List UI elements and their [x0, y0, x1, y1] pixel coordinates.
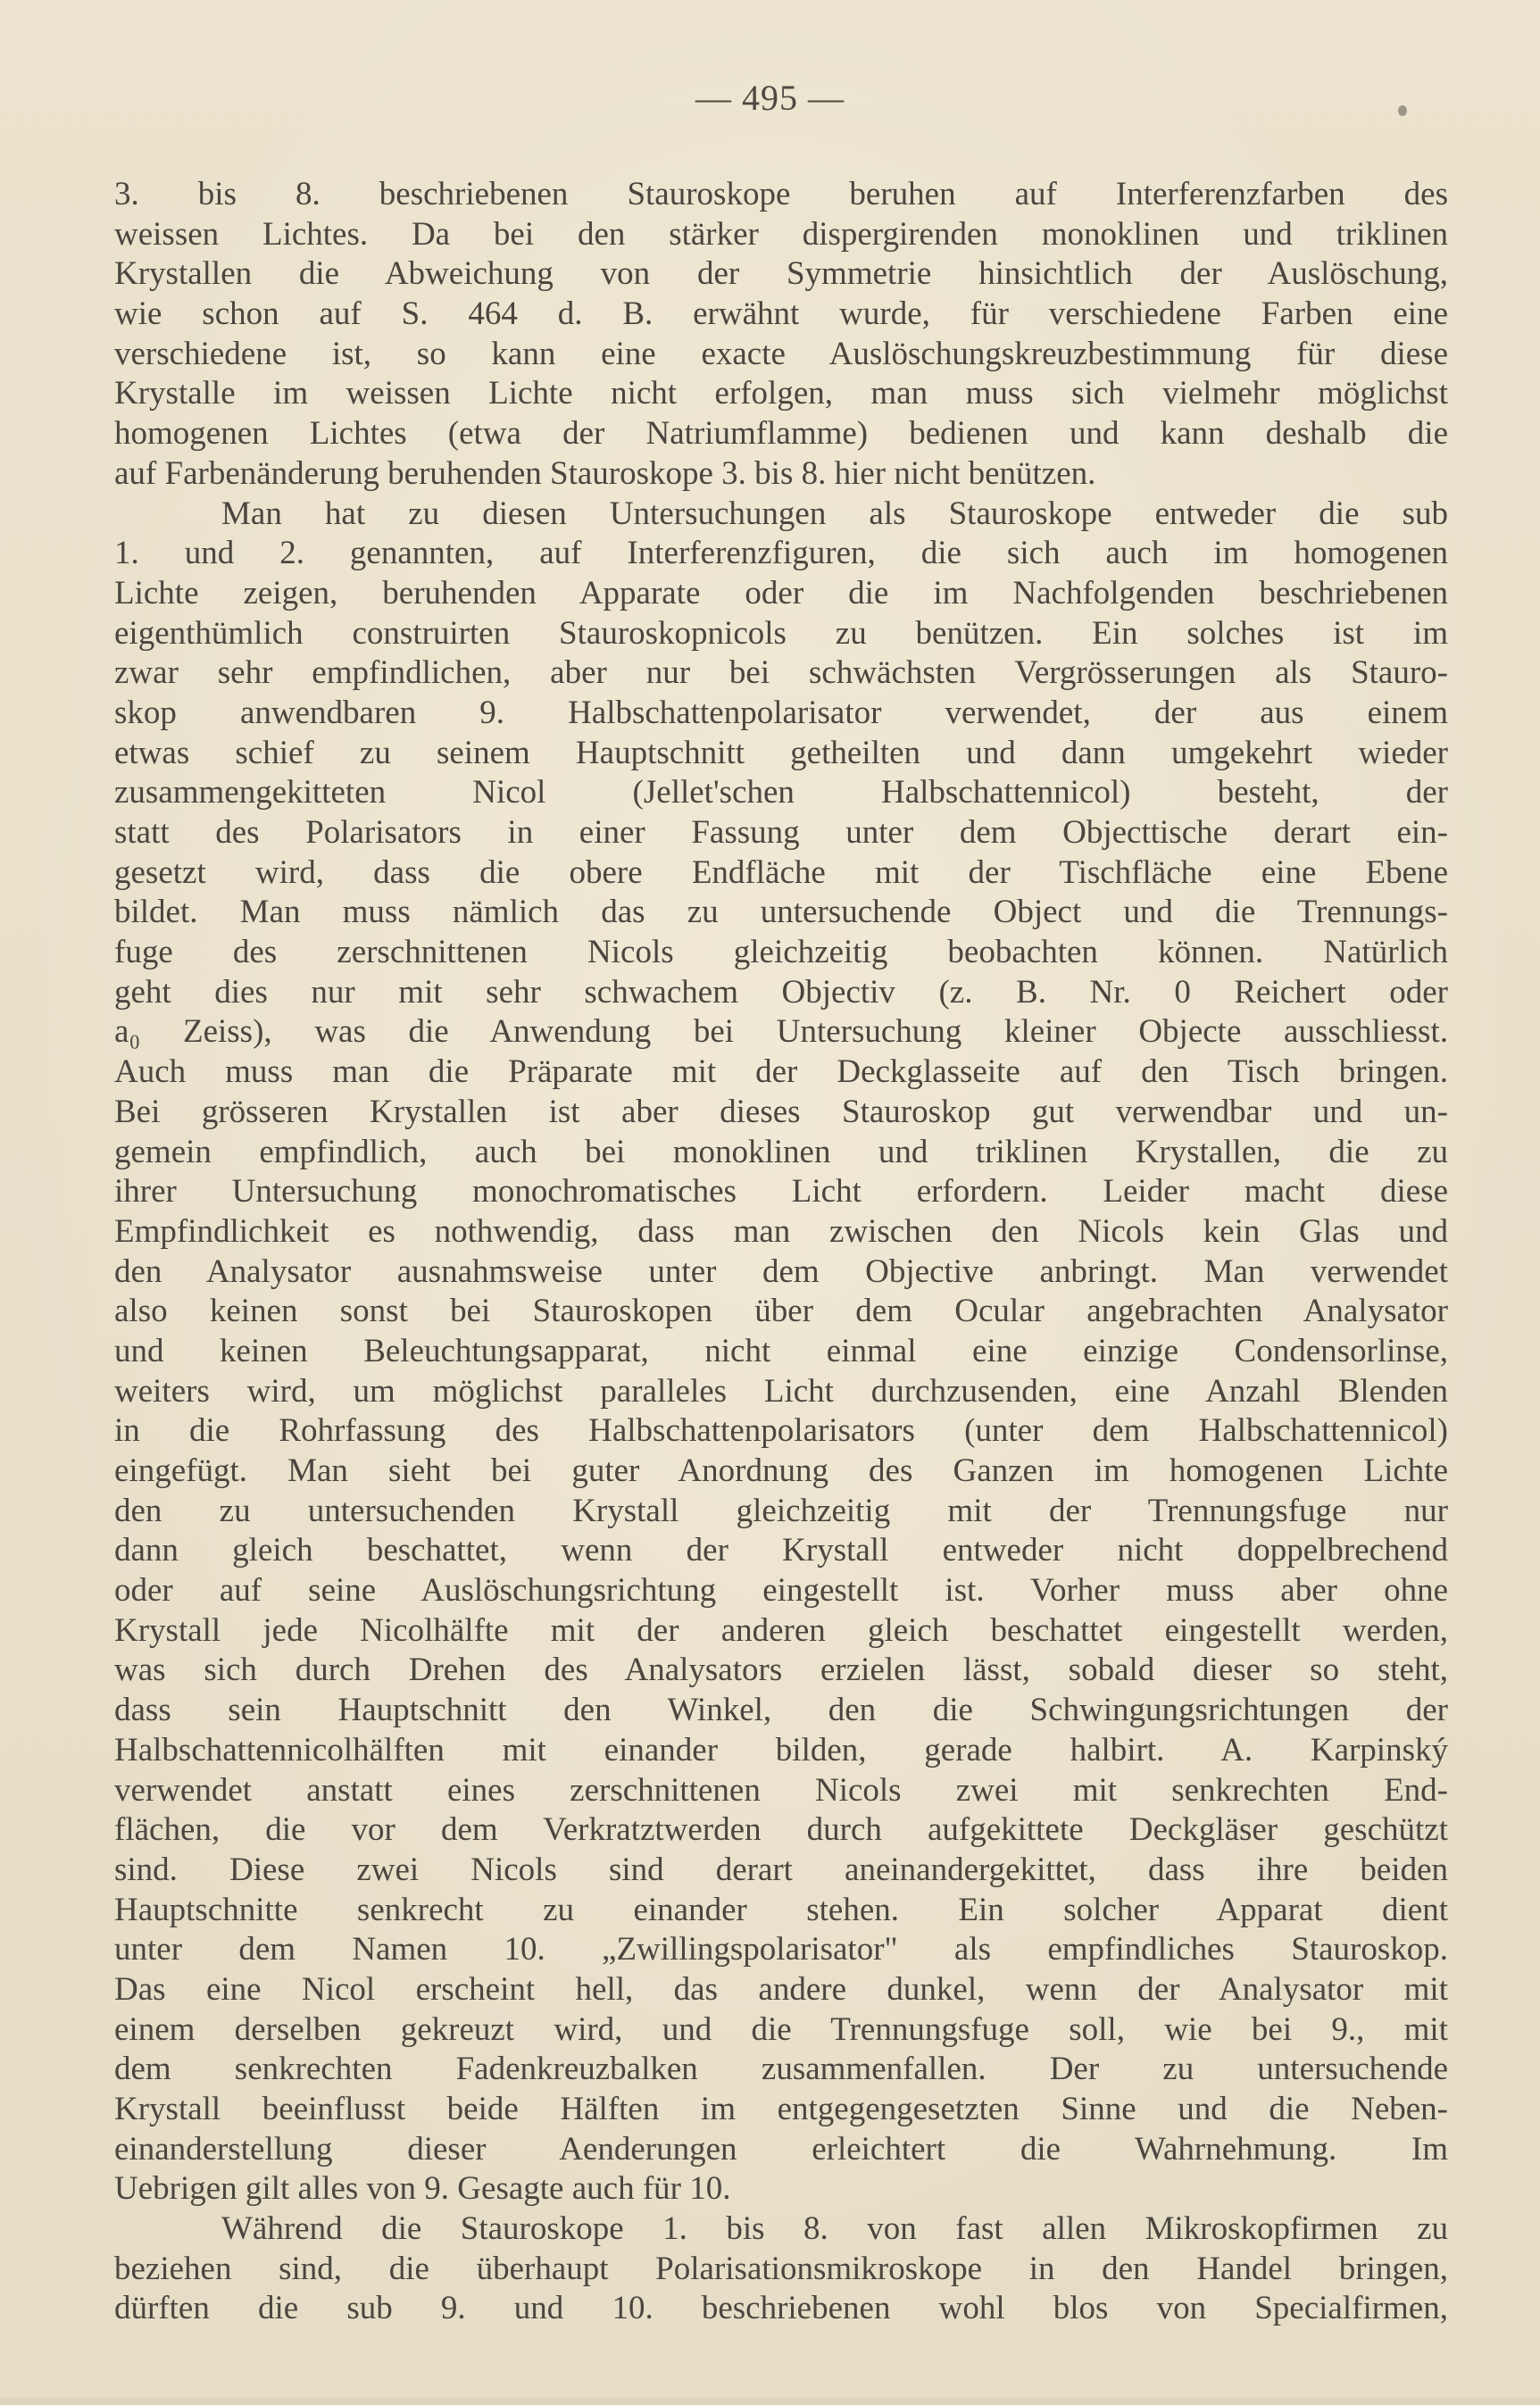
text-line: den zu untersuchenden Krystall gleichzeitig mit der Trennungsfuge nur [114, 1492, 1448, 1529]
text-line: zusammengekitteten Nicol (Jellet'schen Halbschattennicol) besteht, der [114, 774, 1448, 811]
text-line: Krystalle im weissen Lichte nicht erfolgen, man muss sich vielmehr möglichst [114, 375, 1448, 412]
text-line: weissen Lichtes. Da bei den stärker dispergirenden monoklinen und triklinen [114, 215, 1448, 253]
text-line: dem senkrechten Fadenkreuzbalken zusammenfallen. Der zu untersuchende [114, 2051, 1448, 2088]
text-line: etwas schief zu seinem Hauptschnitt getheilten und dann umgekehrt wieder [114, 734, 1448, 771]
text-line: wie schon auf S. 464 d. B. erwähnt wurde, für verschiedene Farben eine [114, 295, 1448, 333]
text-line: einanderstellung dieser Aenderungen erleichtert die Wahrnehmung. Im [114, 2130, 1448, 2168]
text-line: beziehen sind, die überhaupt Polarisationsmikroskope in den Handel bringen, [114, 2250, 1448, 2287]
text-line: Halbschattennicolhälften mit einander bilden, gerade halbirt. A. Karpinský [114, 1731, 1448, 1768]
text-line: dann gleich beschattet, wenn der Krystall entweder nicht doppelbrechend [114, 1532, 1448, 1569]
text-line: geht dies nur mit sehr schwachem Objectiv (z. B. Nr. 0 Reichert oder [114, 973, 1448, 1011]
text-line: verschiedene ist, so kann eine exacte Auslöschungskreuzbestimmung für diese [114, 335, 1448, 372]
text-line: 3. bis 8. beschriebenen Stauroskope beruhen auf Interferenzfarben des [114, 176, 1448, 212]
text-line: Empfindlichkeit es nothwendig, dass man zwischen den Nicols kein Glas und [114, 1212, 1448, 1250]
text-line: auf Farbenänderung beruhenden Stauroskope 3. bis 8. hier nicht benützen. [114, 454, 1096, 492]
text-line: gesetzt wird, dass die obere Endfläche mit der Tischfläche eine Ebene [114, 853, 1448, 891]
body-text [114, 175, 1448, 2329]
text-line: Bei grösseren Krystallen ist aber dieses Stauroskop gut verwendbar und un- [114, 1093, 1448, 1130]
text-line: Das eine Nicol erscheint hell, das andere dunkel, wenn der Analysator mit [114, 1970, 1448, 2008]
text-line: verwendet anstatt eines zerschnittenen Nicols zwei mit senkrechten End- [114, 1771, 1448, 1809]
text-line: ihrer Untersuchung monochromatisches Licht erfordern. Leider macht diese [114, 1173, 1448, 1211]
page-bottom-edge [0, 2398, 1540, 2405]
text-line: Krystall beeinflusst beide Hälften im entgegengesetzten Sinne und die Neben- [114, 2091, 1448, 2127]
text-line: dass sein Hauptschnitt den Winkel, den die Schwingungsrichtungen der [114, 1692, 1448, 1729]
text-line: weiters wird, um möglichst paralleles Licht durchzusenden, eine Anzahl Blenden [114, 1372, 1448, 1410]
text-line: Uebrigen gilt alles von 9. Gesagte auch für 10. [114, 2170, 731, 2208]
text-line: also keinen sonst bei Stauroskopen über dem Ocular angebrachten Analysator [114, 1293, 1448, 1330]
text-line: eigenthümlich construirten Stauroskopnicols zu benützen. Ein solches ist im [114, 614, 1448, 652]
text-line: in die Rohrfassung des Halbschattenpolarisators (unter dem Halbschattennicol) [114, 1412, 1448, 1450]
text-line: unter dem Namen 10. „Zwillingspolarisator" als empfindliches Stauroskop. [114, 1931, 1448, 1968]
page-number: — 495 — [695, 78, 845, 118]
text-line: Während die Stauroskope 1. bis 8. von fast allen Mikroskopfirmen zu [221, 2210, 1448, 2248]
text-line: homogenen Lichtes (etwa der Natriumflamme) bedienen und kann deshalb die [114, 415, 1448, 453]
text-line: Hauptschnitte senkrecht zu einander stehen. Ein solcher Apparat dient [114, 1891, 1448, 1928]
text-line: statt des Polarisators in einer Fassung unter dem Objecttische derart ein- [114, 814, 1448, 851]
text-line: fuge des zerschnittenen Nicols gleichzeitig beobachten können. Natürlich [114, 934, 1448, 971]
text-line: dürften die sub 9. und 10. beschriebenen wohl blos von Specialfirmen, [114, 2290, 1448, 2327]
text-line: gemein empfindlich, auch bei monoklinen und triklinen Krystallen, die zu [114, 1133, 1448, 1170]
text-line: und keinen Beleuchtungsapparat, nicht einmal eine einzige Condensorlinse, [114, 1332, 1448, 1369]
text-line: oder auf seine Auslöschungsrichtung eingestellt ist. Vorher muss aber ohne [114, 1572, 1448, 1610]
text-line: einem derselben gekreuzt wird, und die Trennungsfuge soll, wie bei 9., mit [114, 2010, 1448, 2048]
text-line: Krystallen die Abweichung von der Symmetrie hinsichtlich der Auslöschung, [114, 255, 1448, 293]
text-line: eingefügt. Man sieht bei guter Anordnung des Ganzen im homogenen Lichte [114, 1452, 1448, 1489]
text-line: a₀ Zeiss), was die Anwendung bei Untersuchung kleiner Objecte ausschliesst. [114, 1013, 1448, 1051]
text-line: Man hat zu diesen Untersuchungen als Stauroskope entweder die sub [221, 495, 1448, 532]
text-line: 1. und 2. genannten, auf Interferenzfiguren, die sich auch im homogenen [114, 535, 1448, 572]
ink-spot [1398, 105, 1407, 116]
text-line: Auch muss man die Präparate mit der Deckglasseite auf den Tisch bringen. [114, 1053, 1448, 1091]
text-line: flächen, die vor dem Verkratztwerden durch aufgekittete Deckgläser geschützt [114, 1811, 1448, 1849]
text-line: was sich durch Drehen des Analysators erzielen lässt, sobald dieser so steht, [114, 1652, 1448, 1689]
text-line: Lichte zeigen, beruhenden Apparate oder die im Nachfolgenden beschriebenen [114, 574, 1448, 612]
text-line: bildet. Man muss nämlich das zu untersuchende Object und die Trennungs- [114, 894, 1448, 931]
text-line: sind. Diese zwei Nicols sind derart aneinandergekittet, dass ihre beiden [114, 1851, 1448, 1888]
text-line: zwar sehr empfindlichen, aber nur bei schwächsten Vergrösserungen als Stauro- [114, 654, 1448, 692]
text-line: den Analysator ausnahmsweise unter dem Objective anbringt. Man verwendet [114, 1252, 1448, 1290]
text-line: skop anwendbaren 9. Halbschattenpolarisator verwendet, der aus einem [114, 694, 1448, 731]
text-line: Krystall jede Nicolhälfte mit der anderen gleich beschattet eingestellt werden, [114, 1611, 1448, 1649]
